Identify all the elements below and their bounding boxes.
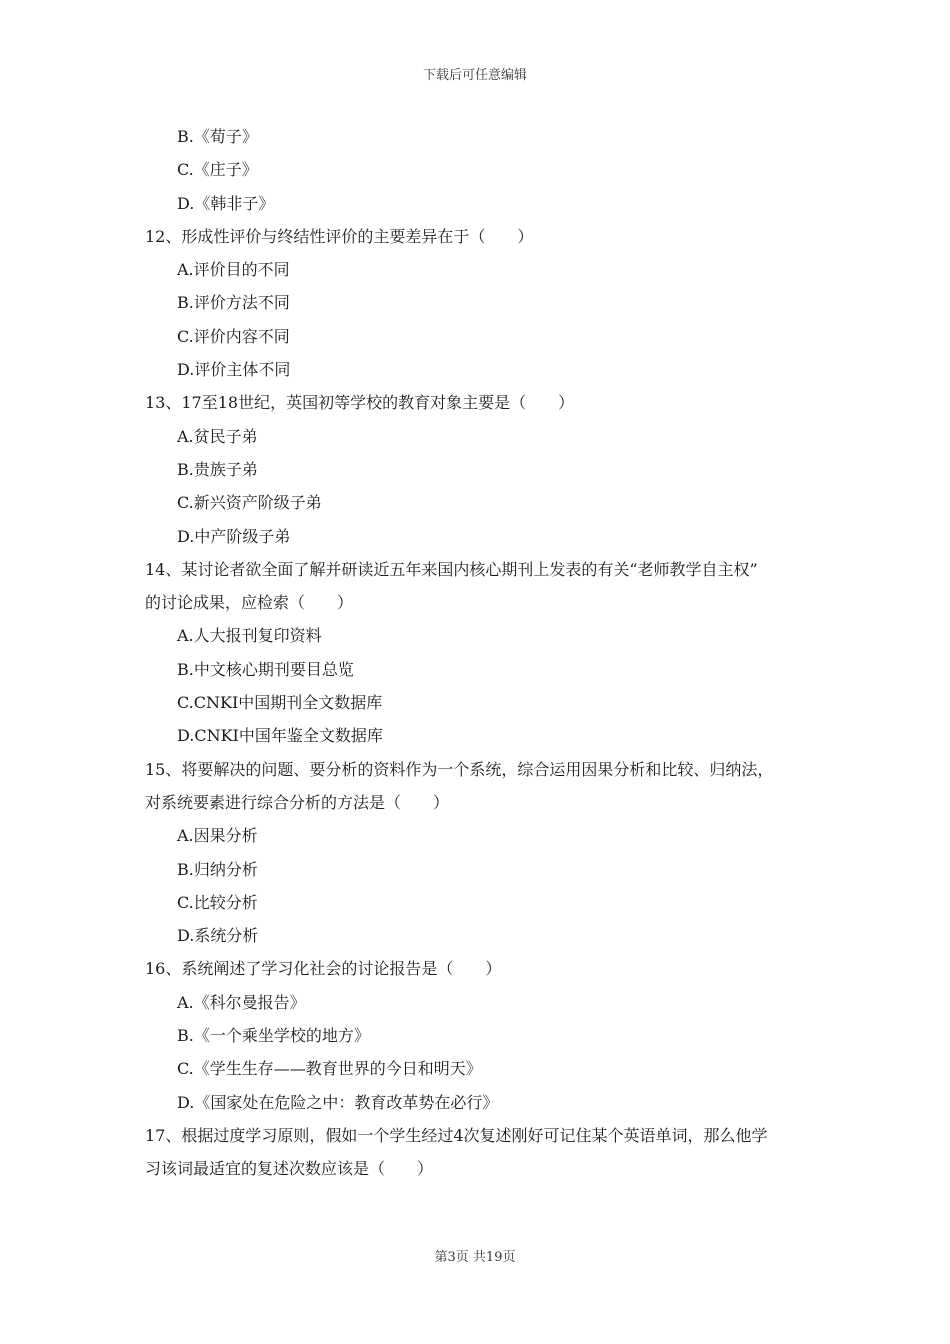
answer-option: A.人大报刊复印资料	[177, 626, 322, 646]
answer-option: C.新兴资产阶级子弟	[177, 493, 322, 513]
answer-option: A.因果分析	[177, 826, 258, 846]
answer-option: D.《韩非子》	[177, 193, 275, 213]
answer-option: D.CNKI中国年鉴全文数据库	[177, 726, 383, 746]
answer-option: C.《庄子》	[177, 160, 258, 180]
answer-option: C.比较分析	[177, 892, 258, 912]
answer-option: D.《国家处在危险之中：教育改革势在必行》	[177, 1092, 499, 1112]
question-text: 对系统要素进行综合分析的方法是（ ）	[145, 792, 450, 812]
answer-option: C.CNKI中国期刊全文数据库	[177, 693, 383, 713]
answer-option: B.《一个乘坐学校的地方》	[177, 1026, 370, 1046]
question-text: 17、根据过度学习原则，假如一个学生经过4次复述刚好可记住某个英语单词，那么他学	[145, 1125, 768, 1145]
answer-option: D.中产阶级子弟	[177, 526, 291, 546]
answer-option: C.《学生生存——教育世界的今日和明天》	[177, 1059, 482, 1079]
answer-option: B.中文核心期刊要目总览	[177, 659, 354, 679]
question-text: 的讨论成果，应检索（ ）	[145, 593, 354, 613]
answer-option: B.《荀子》	[177, 127, 258, 146]
answer-option: B.评价方法不同	[177, 293, 290, 313]
page-number: 第3页 共19页	[434, 1250, 516, 1265]
answer-option: B.归纳分析	[177, 859, 258, 879]
question-text: 16、系统阐述了学习化社会的讨论报告是（ ）	[145, 959, 502, 979]
question-text: 12、形成性评价与终结性评价的主要差异在于（ ）	[145, 226, 534, 246]
answer-option: C.评价内容不同	[177, 326, 290, 346]
answer-option: A.评价目的不同	[177, 260, 290, 280]
question-text: 13、17至18世纪，英国初等学校的教育对象主要是（ ）	[145, 393, 575, 413]
page-header: 下载后可任意编辑	[422, 68, 527, 83]
question-text: 14、某讨论者欲全面了解并研读近五年来国内核心期刊上发表的有关“老师教学自主权”	[145, 559, 758, 579]
question-text: 15、将要解决的问题、要分析的资料作为一个系统，综合运用因果分析和比较、归纳法，	[145, 759, 774, 779]
answer-option: B.贵族子弟	[177, 459, 258, 479]
answer-option: A.贫民子弟	[177, 426, 258, 446]
answer-option: D.评价主体不同	[177, 360, 291, 380]
answer-option: D.系统分析	[177, 926, 259, 946]
document-body	[145, 120, 825, 1186]
question-text: 习该词最适宜的复述次数应该是（ ）	[145, 1159, 434, 1179]
answer-option: A.《科尔曼报告》	[177, 992, 306, 1012]
